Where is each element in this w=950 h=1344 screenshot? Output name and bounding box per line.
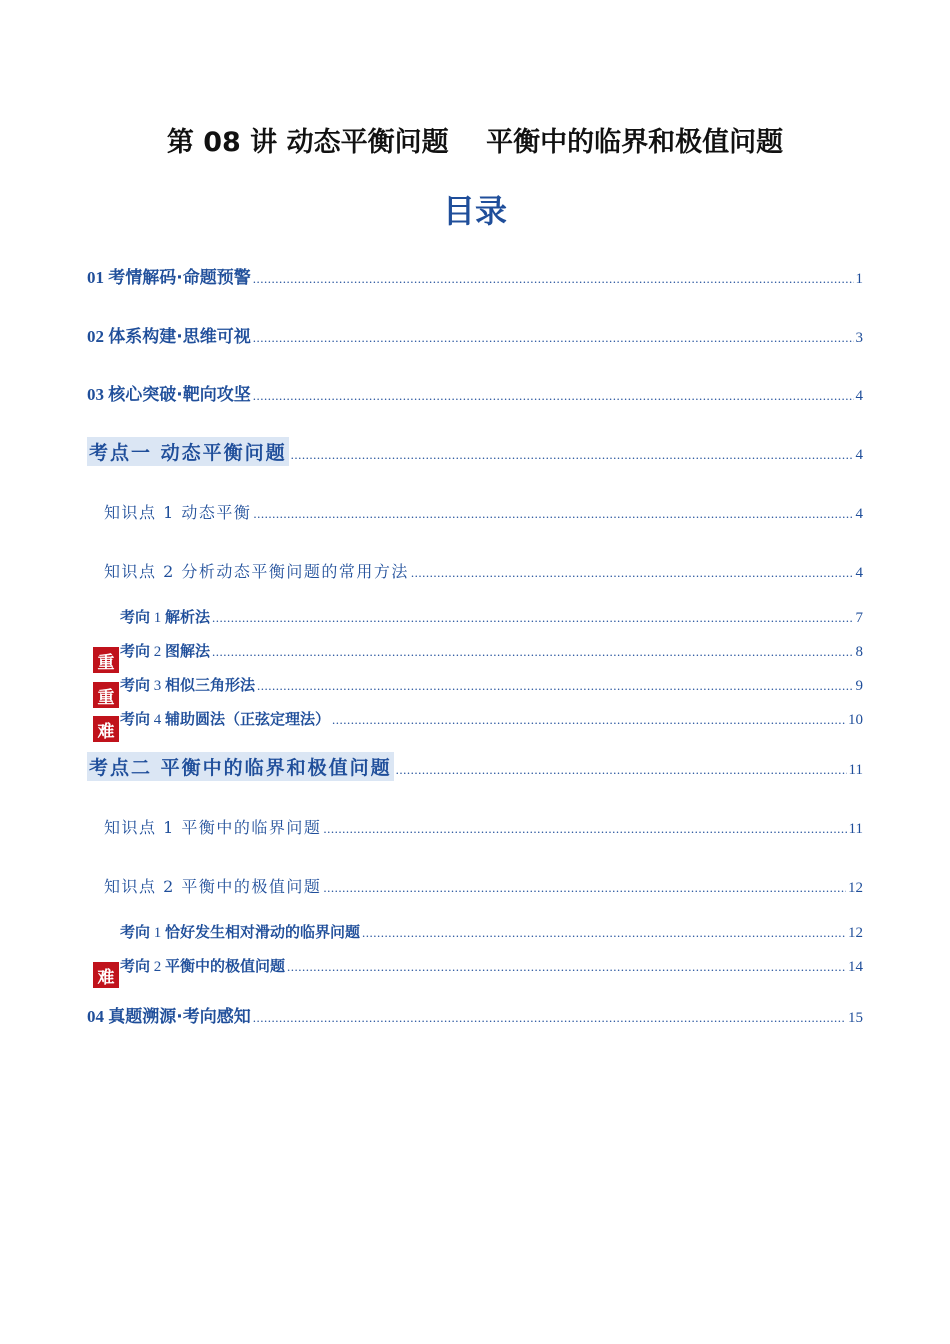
toc-entry-label: 知识点 1 动态平衡 <box>104 503 252 522</box>
toc-entry-direction-1-4[interactable] <box>120 708 863 729</box>
toc-leader-dots <box>253 506 853 522</box>
toc-entry-label: 考向 1 解析法 <box>120 608 211 626</box>
toc-leader-dots <box>257 678 853 694</box>
toc-leader-dots <box>332 712 846 728</box>
toc-entry-label: 01 考情解码·命题预警 <box>87 268 251 288</box>
toc-page-number: 15 <box>848 1010 863 1026</box>
toc-entry-label: 02 体系构建·思维可视 <box>87 327 251 347</box>
toc-page-number: 12 <box>848 925 863 941</box>
toc-entry-direction-1-1[interactable] <box>120 606 863 627</box>
toc-entry-04[interactable] <box>87 1002 863 1027</box>
toc-leader-dots <box>212 644 853 660</box>
toc-entry-03[interactable] <box>87 380 863 405</box>
toc-entry-knowledge-2-2[interactable] <box>104 874 863 897</box>
toc-page-number: 1 <box>855 271 863 287</box>
key-point-badge: 重 <box>93 682 119 708</box>
toc-entry-knowledge-2-1[interactable] <box>104 815 863 838</box>
toc-leader-dots <box>253 271 854 287</box>
toc-entry-label: 考点二 平衡中的临界和极值问题 <box>87 752 394 781</box>
toc-entry-kaodian-2[interactable] <box>87 752 863 781</box>
toc-leader-dots <box>323 821 846 837</box>
toc-page-number: 9 <box>855 678 863 694</box>
toc-leader-dots <box>396 762 847 778</box>
toc-page-number: 11 <box>848 821 863 837</box>
toc-entry-knowledge-1-2[interactable] <box>104 559 863 582</box>
toc-page-number: 11 <box>848 762 863 778</box>
toc-entry-label: 04 真题溯源·考向感知 <box>87 1007 251 1027</box>
toc-entry-direction-2-2[interactable] <box>120 955 863 976</box>
toc-page-number: 3 <box>855 330 863 346</box>
toc-entry-label: 考向 4 辅助圆法（正弦定理法） <box>120 710 331 728</box>
toc-leader-dots <box>291 447 854 463</box>
toc-leader-dots <box>253 330 854 346</box>
document-title: 第 08 讲 动态平衡问题 平衡中的临界和极值问题 <box>166 127 784 158</box>
toc-page-number: 7 <box>855 610 863 626</box>
toc-page-number: 4 <box>855 447 863 463</box>
toc-entry-label: 考向 2 图解法 <box>120 642 211 660</box>
difficult-badge: 难 <box>93 716 119 742</box>
toc-entry-label: 考向 3 相似三角形法 <box>120 676 256 694</box>
toc-leader-dots <box>323 880 846 896</box>
difficult-badge: 难 <box>93 962 119 988</box>
toc-entry-direction-1-2[interactable] <box>120 640 863 661</box>
toc-entry-label: 知识点 2 平衡中的极值问题 <box>104 877 322 896</box>
toc-entry-direction-2-1[interactable] <box>120 921 863 942</box>
toc-entry-02[interactable] <box>87 322 863 347</box>
toc-page-number: 4 <box>855 388 863 404</box>
toc-entry-label: 知识点 2 分析动态平衡问题的常用方法 <box>104 562 409 581</box>
toc-entry-label: 知识点 1 平衡中的临界问题 <box>104 818 322 837</box>
toc-leader-dots <box>253 1010 846 1026</box>
toc-heading: 目录 <box>442 192 507 230</box>
toc-entry-label: 考向 2 平衡中的极值问题 <box>120 957 286 975</box>
toc-page-number: 10 <box>848 712 863 728</box>
key-point-badge: 重 <box>93 647 119 673</box>
toc-leader-dots <box>411 565 854 581</box>
toc-leader-dots <box>253 388 854 404</box>
toc-leader-dots <box>287 959 846 975</box>
toc-entry-label: 考点一 动态平衡问题 <box>87 437 289 466</box>
toc-page-number: 12 <box>848 880 863 896</box>
toc-leader-dots <box>212 610 853 626</box>
toc-page-number: 14 <box>848 959 863 975</box>
toc-page-number: 4 <box>855 565 863 581</box>
toc-entry-label: 03 核心突破·靶向攻坚 <box>87 385 251 405</box>
toc-entry-knowledge-1-1[interactable] <box>104 500 863 523</box>
toc-page-number: 8 <box>855 644 863 660</box>
toc-leader-dots <box>362 925 846 941</box>
toc-entry-label: 考向 1 恰好发生相对滑动的临界问题 <box>120 923 361 941</box>
toc-entry-direction-1-3[interactable] <box>120 674 863 695</box>
toc-entry-kaodian-1[interactable] <box>87 437 863 466</box>
toc-page-number: 4 <box>855 506 863 522</box>
toc-entry-01[interactable] <box>87 263 863 288</box>
